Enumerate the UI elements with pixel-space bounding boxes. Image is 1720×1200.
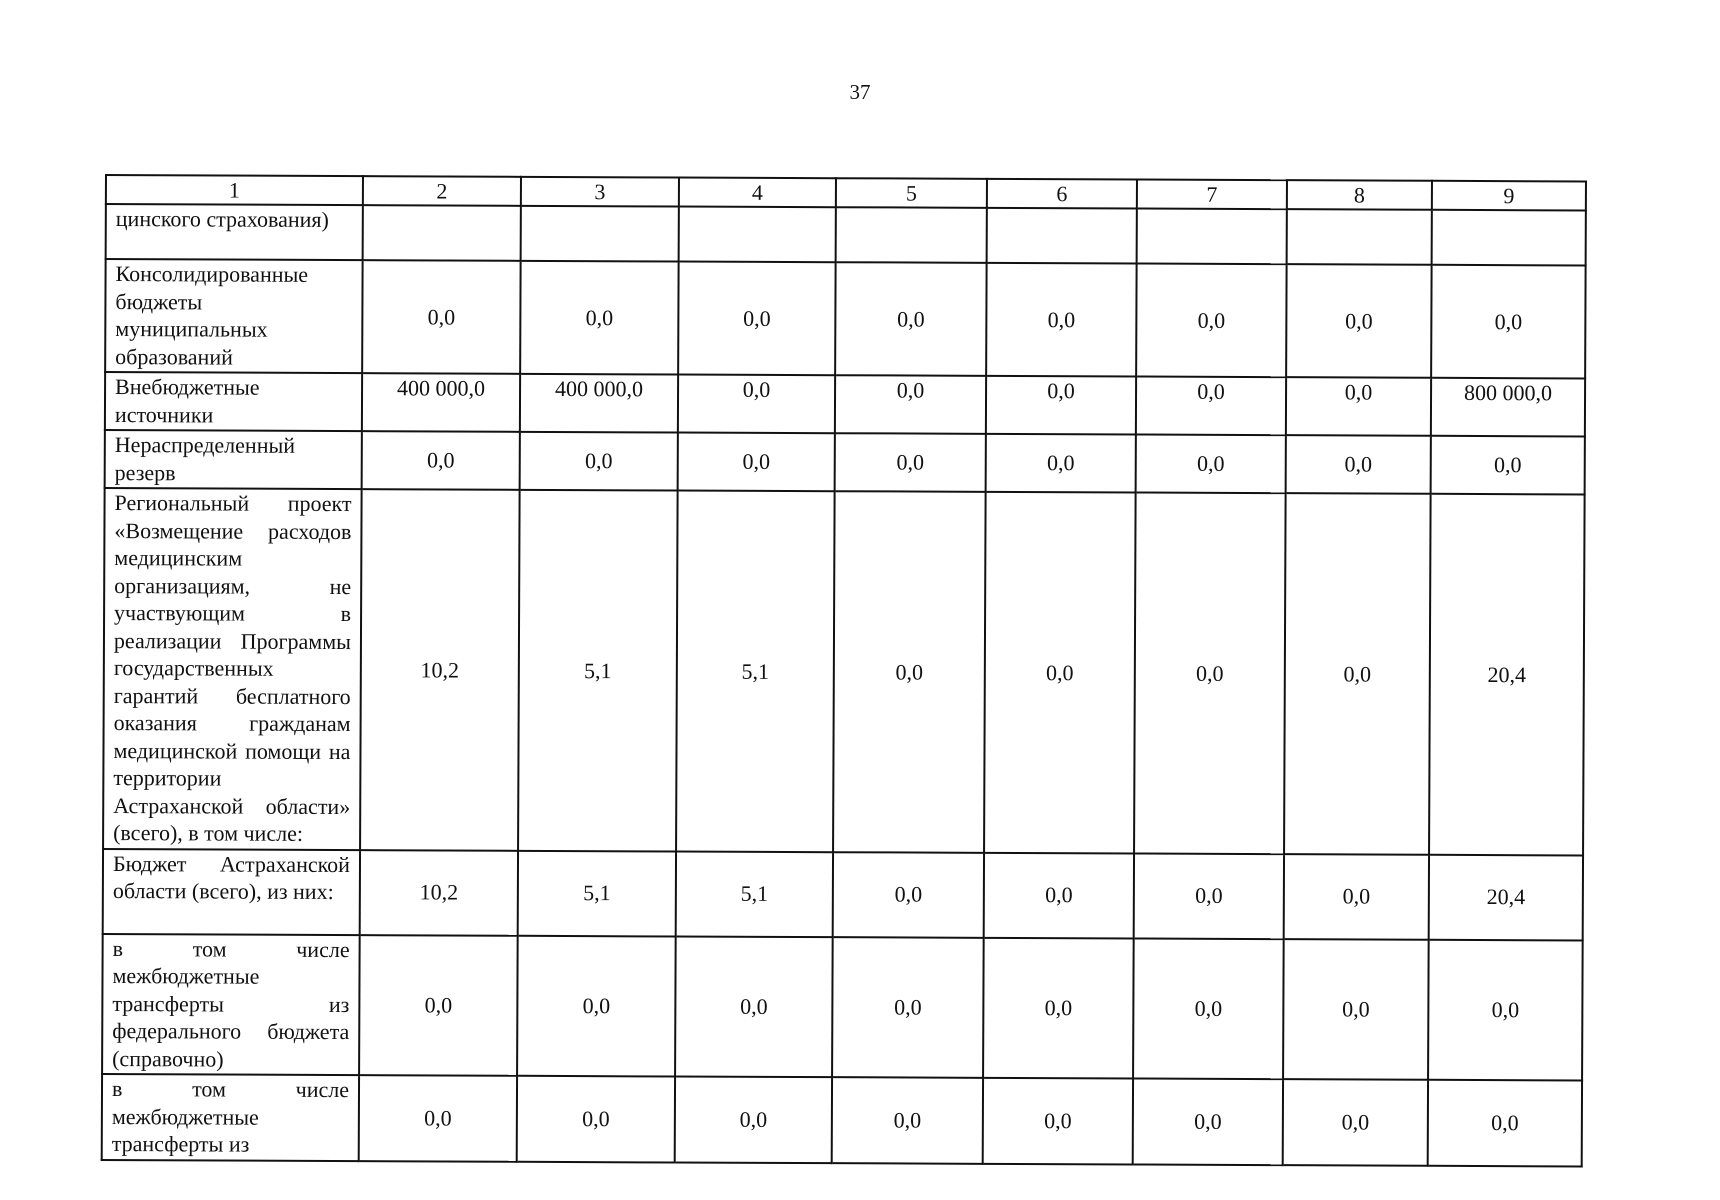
row-label: в том числе межбюджетные трансферты из bbox=[102, 1074, 359, 1161]
value-cell: 0,0 bbox=[983, 937, 1134, 1078]
value-cell: 0,0 bbox=[1286, 377, 1431, 436]
value-cell: 0,0 bbox=[1136, 377, 1286, 436]
value-cell bbox=[1287, 209, 1432, 265]
table-row bbox=[103, 848, 1583, 939]
value-cell: 0,0 bbox=[1133, 938, 1284, 1079]
value-cell bbox=[1137, 209, 1287, 265]
value-cell: 0,0 bbox=[832, 937, 984, 1078]
table-row bbox=[106, 204, 1586, 265]
value-cell: 0,0 bbox=[986, 434, 1136, 493]
value-cell: 0,0 bbox=[362, 260, 520, 374]
value-cell: 0,0 bbox=[984, 492, 1136, 853]
value-cell: 0,0 bbox=[517, 935, 676, 1076]
value-cell: 0,0 bbox=[520, 261, 678, 375]
value-cell: 0,0 bbox=[835, 262, 986, 376]
value-cell: 0,0 bbox=[1286, 264, 1431, 378]
value-cell: 0,0 bbox=[1428, 939, 1583, 1080]
value-cell: 0,0 bbox=[1134, 853, 1284, 939]
value-cell: 10,2 bbox=[360, 850, 518, 936]
value-cell: 0,0 bbox=[520, 432, 678, 491]
value-cell: 0,0 bbox=[1428, 1080, 1582, 1166]
column-header: 1 bbox=[106, 175, 363, 205]
column-header: 6 bbox=[987, 179, 1137, 209]
value-cell bbox=[363, 205, 521, 261]
column-header: 2 bbox=[363, 176, 521, 206]
value-cell: 400 000,0 bbox=[362, 373, 520, 432]
column-header: 4 bbox=[679, 178, 836, 208]
value-cell: 0,0 bbox=[986, 263, 1136, 377]
value-cell bbox=[679, 207, 836, 263]
value-cell: 0,0 bbox=[1133, 1078, 1283, 1164]
row-label: Региональный проект «Возмещение расходов медицинским организациям, не участвующим в реализации Программы государственных гарантий бесплатного оказания гражданам медицинской помощи на территории Астраханской области» (всего), в том числе: bbox=[103, 488, 362, 850]
value-cell: 0,0 bbox=[1136, 435, 1286, 494]
row-label: Бюджет Астраханской области (всего), из них: bbox=[103, 848, 360, 934]
value-cell: 0,0 bbox=[833, 491, 986, 852]
value-cell bbox=[521, 206, 679, 262]
value-cell: 0,0 bbox=[832, 1077, 983, 1163]
table-row bbox=[105, 259, 1585, 378]
value-cell: 5,1 bbox=[676, 491, 835, 852]
value-cell: 0,0 bbox=[1283, 1079, 1428, 1165]
page-number: 37 bbox=[849, 80, 871, 104]
value-cell: 0,0 bbox=[835, 433, 986, 492]
value-cell: 0,0 bbox=[1283, 939, 1429, 1080]
value-cell: 0,0 bbox=[835, 375, 986, 434]
table-row bbox=[105, 430, 1585, 494]
value-cell: 5,1 bbox=[676, 851, 833, 937]
value-cell: 20,4 bbox=[1429, 494, 1585, 855]
value-cell: 0,0 bbox=[675, 936, 833, 1077]
value-cell: 0,0 bbox=[1284, 854, 1429, 940]
value-cell: 0,0 bbox=[359, 1075, 517, 1161]
table-row bbox=[105, 372, 1585, 436]
column-header: 9 bbox=[1432, 181, 1586, 211]
value-cell: 0,0 bbox=[986, 376, 1136, 435]
row-label: цинского страхования) bbox=[106, 204, 363, 260]
value-cell: 0,0 bbox=[1431, 436, 1585, 495]
value-cell: 0,0 bbox=[1284, 493, 1431, 854]
table-row bbox=[102, 1074, 1582, 1166]
value-cell: 0,0 bbox=[517, 1076, 675, 1162]
value-cell: 0,0 bbox=[984, 852, 1134, 938]
value-cell bbox=[836, 207, 987, 263]
row-label: Нераспределенный резерв bbox=[105, 430, 362, 489]
value-cell: 0,0 bbox=[983, 1078, 1133, 1164]
value-cell: 0,0 bbox=[1134, 492, 1286, 853]
row-label: в том числе межбюджетные трансферты из федерального бюджета (справочно) bbox=[102, 933, 360, 1075]
value-cell: 0,0 bbox=[678, 262, 835, 376]
value-cell: 5,1 bbox=[518, 850, 676, 936]
table-row bbox=[103, 488, 1585, 855]
row-label: Консолидированные бюджеты муниципальных образований bbox=[105, 259, 362, 373]
value-cell: 400 000,0 bbox=[520, 374, 678, 433]
value-cell: 0,0 bbox=[675, 1076, 832, 1162]
value-cell: 0,0 bbox=[1286, 435, 1431, 494]
column-header: 5 bbox=[836, 178, 987, 208]
column-header: 3 bbox=[521, 177, 679, 207]
value-cell: 0,0 bbox=[833, 852, 984, 938]
value-cell: 0,0 bbox=[362, 431, 520, 490]
value-cell bbox=[1432, 210, 1586, 266]
value-cell: 0,0 bbox=[359, 935, 518, 1076]
column-header: 7 bbox=[1137, 180, 1287, 210]
column-header: 8 bbox=[1287, 180, 1432, 210]
value-cell bbox=[987, 208, 1137, 264]
row-label: Внебюджетные источники bbox=[105, 372, 362, 431]
value-cell: 5,1 bbox=[518, 490, 678, 851]
value-cell: 10,2 bbox=[360, 489, 520, 850]
budget-table-wrapper bbox=[101, 174, 1587, 1167]
value-cell: 0,0 bbox=[1431, 265, 1585, 379]
budget-table bbox=[101, 174, 1587, 1167]
value-cell: 0,0 bbox=[678, 375, 835, 434]
value-cell: 800 000,0 bbox=[1431, 378, 1585, 437]
value-cell: 0,0 bbox=[678, 433, 835, 492]
value-cell: 20,4 bbox=[1429, 854, 1583, 940]
value-cell: 0,0 bbox=[1136, 264, 1286, 378]
table-row bbox=[102, 933, 1583, 1080]
